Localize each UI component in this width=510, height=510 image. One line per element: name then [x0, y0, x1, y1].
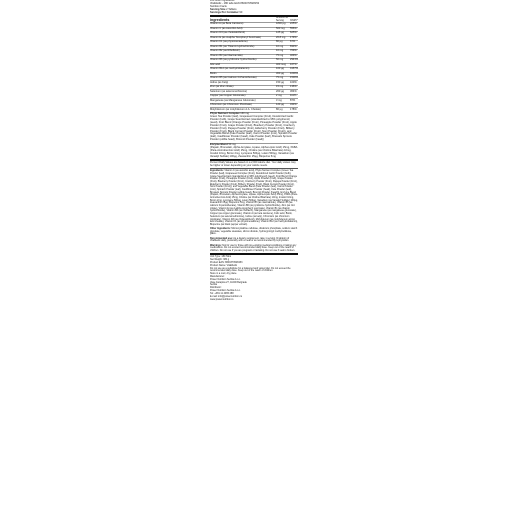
warnings-text: Not for use by those with pre-existing medical conditions or taking any medications. Do not exceed recommended daily dose. Keep out of the reach of children. Do not use if you are pregnant or lactating. Do not use if seal is broken. — [210, 243, 297, 252]
recommended-use-text: As a dietary supplement, take 1 serving (2 tablets) of VitaMedic daily, preferably with a meal or as recommended by a physician. — [210, 236, 290, 243]
nutrient-name: folic acid — [210, 62, 221, 66]
warnings-section — [210, 245, 298, 253]
serving-size-label: Serving Size — [210, 7, 226, 11]
nutrient-dv: 769% — [290, 49, 297, 53]
nutrient-dv: 111% — [290, 94, 297, 98]
nutrient-name: Biotin — [210, 71, 217, 75]
header-line-1: 100 other ingredients — [210, 0, 235, 2]
col-ingredients: Ingredients — [210, 18, 230, 23]
table-row — [210, 67, 298, 71]
nutrient-name: Vitamin B3 (as Niacinamide) — [210, 53, 243, 57]
distributor-line: Serbia — [210, 283, 217, 287]
distributor-line: Tel: +381 11 4065 488 — [210, 291, 234, 295]
distributor-info — [210, 256, 298, 301]
table-row — [210, 58, 298, 62]
nutrient-amount: 75 mg — [276, 76, 284, 80]
distributor-line: E-mail: info@powernutrition.rs — [210, 294, 243, 298]
nutrient-name: Manganese (as Manganese Gluconate) — [210, 98, 256, 102]
blend-text: Green Tea Powder (leaf), Grapeseed Complex (Fruit), Deodorized Garlic Powder (bulb), Grape Seed Extract (standardized to 95% polyphenol) (seed), Fruit Blend (Orange Powder (Fruit), Pineapple Powder (Fruit), Apple Powder (Fruit), Grape Powder (Fruit), Blueberry Powder (Fruit), Cranberry Powder (Fruit), Papaya Powder (Fruit), Elderberry Powder (Fruit), Bilberry Powder (Fruit), Black Currant Powder (Fruit), Noni Powder (Fruit)), and Vegetable Blend (Kale Powder (leaf), Carrot Powder (root), Spinach Powder (leaf), Cauliflower Powder (head), Kale Powder (leaf), Brussels Sprouts Powder (edible head), Broccoli Powder (head)) — [210, 115, 298, 142]
nutrient-dv: 100% — [290, 80, 297, 84]
header-line-3: Nutrition Facts — [210, 4, 227, 8]
nutrient-name: Vitamin B5 (as Calcium D-Pantothenate) — [210, 76, 257, 80]
blend-section — [210, 112, 298, 143]
col-dv: %NRV* — [290, 19, 298, 22]
nutrient-name: Molybdenum (as molybdenum A.A. Chelate) — [210, 107, 261, 111]
blend-title: Enzyme Blend — [210, 142, 228, 146]
distributor-line: www.powernutrition.rs — [210, 297, 234, 301]
blend-amount: 160 mg — [240, 112, 249, 116]
distributor-line: Unit Type: 180 Tabs — [210, 255, 232, 259]
nutrient-amount: 300 µg — [276, 71, 284, 75]
nutrient-amount: 125 µg — [276, 31, 284, 35]
nutrient-amount: 80 µg — [276, 107, 283, 111]
nutrient-dv: 179% — [290, 35, 297, 39]
nutrient-dv: 469% — [290, 53, 297, 57]
nutrient-amount: 75 mg — [276, 53, 284, 57]
blend-section — [210, 143, 298, 159]
nutrient-amount: 2 mg — [276, 94, 282, 98]
servings-per-container-label: Servings Per Container — [210, 10, 239, 14]
distributor-line: Distributor: — [210, 286, 222, 290]
nutrient-dv: 225% — [290, 22, 297, 26]
nutrient-name: Vitamin K1 (as phytomenadione) — [210, 40, 248, 44]
nutrient-amount: 80 µg — [276, 40, 283, 44]
nutrient-name: Vitamin A (as Beta Carotene) — [210, 22, 244, 26]
nutrient-dv: 136% — [290, 85, 297, 89]
supplement-label — [210, 0, 298, 301]
nutrient-dv: 625% — [290, 31, 297, 35]
nutrient-dv: 833% — [290, 44, 297, 48]
blend-amount: 50 mg — [228, 142, 236, 146]
nutrient-amount: 200 µg — [276, 89, 284, 93]
warnings-label: Warnings: — [210, 243, 222, 247]
blend-list — [210, 112, 298, 159]
distributor-line: Power Nutrition Serbia d.o.o. — [210, 277, 241, 281]
col-amount: Amount Per Serving — [276, 17, 289, 22]
other-ingredients-text: Microcrystalline cellulose, dicalcium phosphate, sodium starch glycolate, vegetable stearates, silicon dioxide, hydroxypropyl methylcellulose, glaze. — [210, 227, 298, 236]
nutrient-amount: 50 mg — [276, 58, 284, 62]
nutrient-dv: 364% — [290, 89, 297, 93]
nutrient-dv: 1000% — [290, 71, 299, 75]
distributor-line: Manufacturer: — [210, 274, 225, 278]
nutrient-name: Vitamin B12 (as methylcobalamin) — [210, 67, 250, 71]
nutrient-name: Vitamin E (as d-alpha Tocopheryl Succinate) — [210, 35, 261, 39]
nutrient-name: Vitamin B1 (as Thiamin Hydrochloride) — [210, 44, 255, 48]
blend-title: Phyto Nutrient Complex — [210, 112, 240, 116]
table-row — [210, 76, 298, 80]
recommended-use-section — [210, 238, 298, 243]
nutrient-name: Iodine (as Kelp) — [210, 80, 229, 84]
serving-size-value: 2 Tablets — [226, 7, 237, 11]
recommended-use-label: Recommended use: — [210, 236, 233, 240]
nutrient-name: Vitamin B6 (as pyridoxine hydrochloride) — [210, 58, 257, 62]
nutrient-amount: 120 µg — [276, 103, 284, 107]
label-header — [210, 0, 298, 14]
nutrient-name: Zinc (as Zinc citrate) — [210, 85, 234, 89]
nutrient-name: Vitamin C (as Ascorbic Acid) — [210, 26, 243, 30]
nutrient-dv: 1500% — [290, 76, 299, 80]
table-row — [210, 31, 298, 35]
distributor-line: Net Weight: 380 g — [210, 258, 230, 262]
other-ingredients-section — [210, 228, 298, 236]
nutrient-amount: 3 mg — [276, 98, 282, 102]
nutrient-dv: 2941% — [290, 58, 299, 62]
distributor-line: Do not use as a substitute for a balanced and varied diet. Do not exceed the recommended daily dose. Keep out of the reach of children. — [210, 266, 291, 273]
blend-text: (Papain, Bromelain, Alpha-Amylase, Lipase, Alpha-Lipoic Acid) 15mg, PABA (Para-Aminobenzoic Acid) 15mg, Choline (as Choline Bitartrate) 10mg, Inositol 10mg, Boron 2mg, Lycopene 500µg, Lutein 500µg, Vanadium (as Vanadyl Sulfate) 100µg, Zeaxanthin 25µg, Bioperine 5mg — [210, 145, 298, 158]
ingredients-section — [210, 170, 298, 226]
nutrient-amount: 26.8 mg — [276, 35, 286, 39]
servings-per-container-value: 90 — [239, 10, 243, 14]
table-row — [210, 85, 298, 89]
nutrient-amount: 400 mcg — [276, 62, 286, 66]
nutrient-name: Copper (as Copper Gluconate) — [210, 94, 246, 98]
nutrient-amount: 1800 µg — [276, 22, 286, 26]
nutrient-dv: 4167% — [290, 67, 299, 71]
table-row — [210, 103, 298, 107]
nutrient-dv: 556% — [290, 26, 297, 30]
dv-footnote: Percent Daily Values are based on a 2,000 calorie diet. Your daily values may be higher or lower depending on your calorie needs. — [210, 161, 296, 168]
distributor-line: Power Nutrition Serbia d.o.o. — [210, 289, 241, 293]
header-line-2: VitaMedic - 180 tabs EAN 8600373528153 — [210, 1, 260, 5]
nutrient-amount: 100 µg — [276, 67, 284, 71]
nutrient-name: Selenium (as selenomethionine) — [210, 89, 248, 93]
nutrient-dv: 343% — [290, 103, 297, 107]
nutrient-dv: 87% — [290, 98, 296, 102]
nutrient-amount: 10 mg — [276, 44, 284, 48]
nutrient-amount: 500 mg — [276, 26, 285, 30]
nutrient-dv: 67% — [290, 40, 296, 44]
nutrient-amount: 150 µg — [276, 80, 284, 84]
nutrient-dv: 178% — [290, 107, 297, 111]
nutrient-amount: 10 mg — [276, 49, 284, 53]
other-ingredients-label: Other Ingredients: — [210, 227, 231, 231]
table-row — [210, 94, 298, 98]
distributor-line: Store in a cool, dry place. — [210, 272, 237, 276]
table-row — [210, 49, 298, 53]
distributor-line: Product Name: VitaMedic — [210, 263, 238, 267]
nutrient-name: Vitamin B2 (as Riboflavin) — [210, 49, 240, 53]
nutrient-name: Vitamin D3 (as cholecalciferol) — [210, 31, 245, 35]
distributor-line: Product EAN: 8600373528153 — [210, 260, 243, 264]
ingredients-label: Ingredients: — [210, 169, 224, 173]
nutrient-name: Chromium (as Chromium Picolinate) — [210, 103, 252, 107]
table-row — [210, 40, 298, 44]
ingredients-text: Vitamin C (as ascorbic acid), Phyto Nutrient Complex (Green Tea Powder (leaf), Grapeseed Complex (Fruit), Deodorized Garlic Powder (bulb), Grape Seed Extract (standardized to 95% polyphenol) (seed), Fruit Blend (Orange Powder (Fruit), Pineapple Powder (Fruit), Apple Powder (Fruit), Grape Powder (Fruit), Blueberry Powder (Fruit), Cranberry Powder (Fruit), Papaya Powder (Fruit), Elderberry Powder (Fruit), Bilberry Powder (Fruit), Black Currant Powder (Fruit), Noni Powder (Fruit)), and Vegetable Blend (Kale Powder (leaf), Carrot Powder (root), Spinach Powder (leaf), Cauliflower Powder (head), Kale Powder (leaf), Brussels Sprouts Powder (edible head), Broccoli Powder (head))), Enzyme Blend (Papain, Bromelain, Alpha-Amylase, Lipase, Alpha-Lipoic Acid) 15mg, PABA (Para-Aminobenzoic Acid) 15mg, Choline (as Choline Bitartrate) 10mg, Inositol 10mg, Boron 2mg, Lycopene 500µg, Lutein 500µg, Vanadium (as Vanadyl Sulfate) 100µg, Zeaxanthin 25µg, Bioperine 5mg, Vitamin B3 (as niacinamide), Vitamin B5 (as calcium D-pantothenate), Vitamin B6 (as pyridoxine hydrochloride), Zinc (as zinc citrate), Vitamin E (as d-alpha tocopheryl succinate), Vitamin B1 (as thiamin hydrochloride), Vitamin B2 (as riboflavin), Manganese (as manganese gluconate), Copper (as copper gluconate), Vitamin A (as beta carotene), Folic acid, Biotin, Selenium (as selenomethionine), Iodine (as kelp), Chromium (as chromium picolinate), Vitamin D3 (as cholecalciferol), Molybdenum (as molybdenum amino acid chelate), Vitamin K1 (as phytomenadione), Vitamin B12 (as methylcobalamin), Bioperine (as black pepper extract). — [210, 169, 298, 226]
nutrient-amount: 15 mg — [276, 85, 284, 89]
distributor-line: Vase Carapica 27, 11000 Belgrade — [210, 280, 247, 284]
nutrient-dv: 167% — [290, 62, 297, 66]
